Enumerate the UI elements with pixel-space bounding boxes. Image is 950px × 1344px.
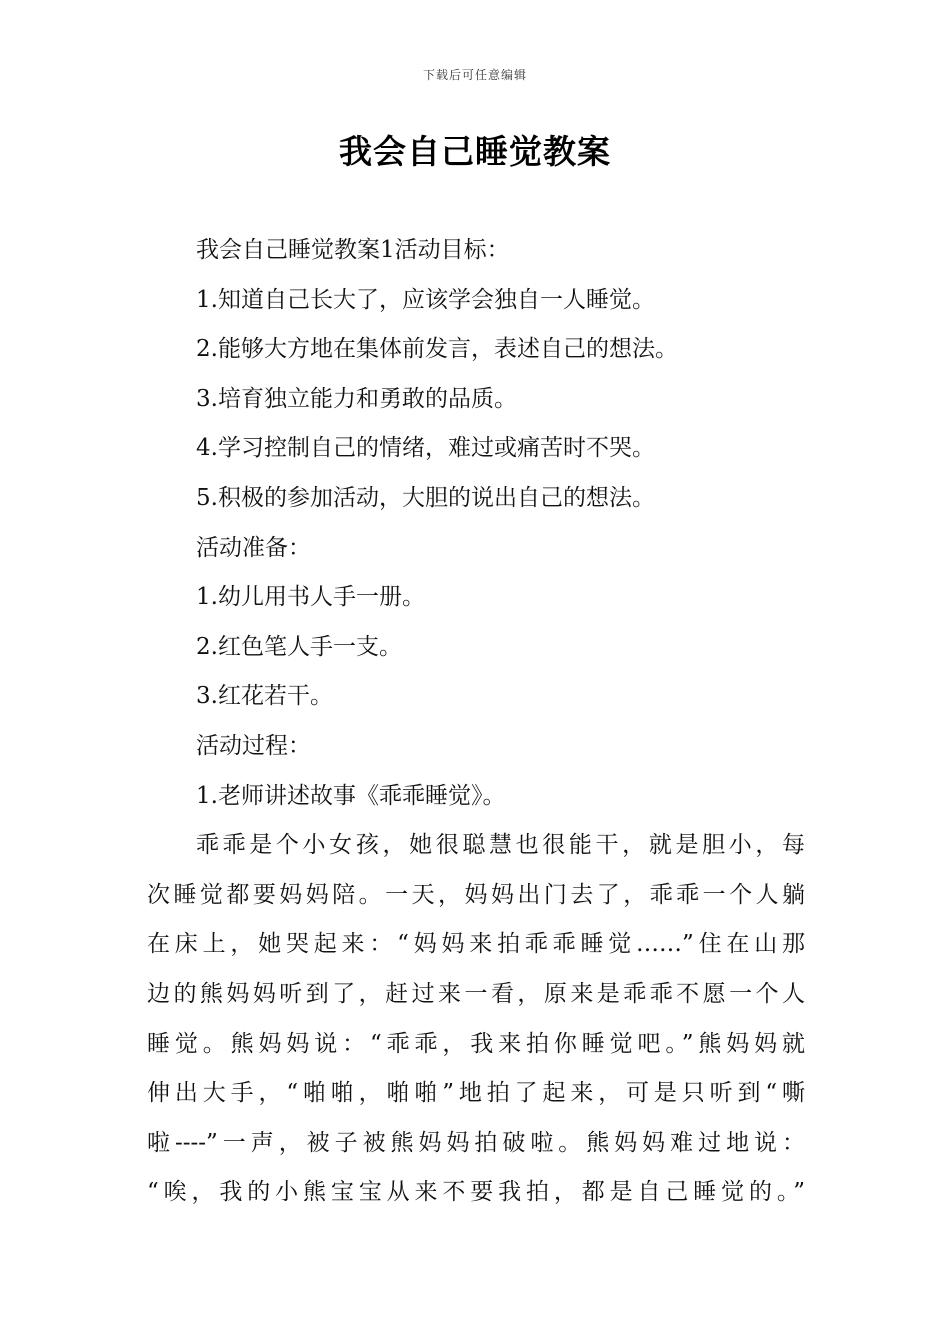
- story-paragraph: [147, 821, 805, 1218]
- story-line: 边的熊妈妈听到了，赶过来一看，原来是乖乖不愿一个人: [147, 980, 805, 1007]
- story-line: 啦----”一声，被子被熊妈妈拍破啦。熊妈妈难过地说：: [147, 1129, 805, 1156]
- story-line: “唉，我的小熊宝宝从来不要我拍，都是自己睡觉的。”: [147, 1179, 805, 1206]
- story-line: 睡觉。熊妈妈说：“乖乖，我来拍你睡觉吧。”熊妈妈就: [147, 1030, 805, 1057]
- story-line: 在床上，她哭起来：“妈妈来拍乖乖睡觉……”住在山那: [147, 931, 805, 958]
- paragraph-process-heading: 活动过程：: [196, 732, 311, 759]
- document-body: [147, 226, 805, 1218]
- story-line: 次睡觉都要妈妈陪。一天，妈妈出门去了，乖乖一个人躺: [147, 881, 805, 908]
- paragraph-objectives-heading: 我会自己睡觉教案1活动目标：: [196, 237, 510, 263]
- story-line: 乖乖是个小女孩，她很聪慧也很能干，就是胆小，每: [196, 832, 805, 859]
- paragraph-preparation-1: 1.幼儿用书人手一册。: [196, 584, 425, 611]
- paragraph-process-1: 1.老师讲述故事《乖乖睡觉》。: [196, 782, 506, 809]
- paragraph-objective-1: 1.知道自己长大了，应该学会独自一人睡觉。: [196, 286, 655, 313]
- story-line: 伸出大手，“啪啪，啪啪”地拍了起来，可是只听到“嘶: [147, 1080, 805, 1107]
- paragraph-preparation-2: 2.红色笔人手一支。: [196, 633, 402, 660]
- document-title: 我会自己睡觉教案: [339, 132, 611, 171]
- header-note: 下载后可任意编辑: [422, 68, 527, 82]
- paragraph-objective-3: 3.培育独立能力和勇敢的品质。: [196, 385, 517, 412]
- paragraph-objective-4: 4.学习控制自己的情绪，难过或痛苦时不哭。: [196, 435, 655, 462]
- paragraph-objective-2: 2.能够大方地在集体前发言，表述自己的想法。: [196, 336, 678, 363]
- paragraph-preparation-3: 3.红花若干。: [196, 683, 333, 710]
- paragraph-preparation-heading: 活动准备：: [196, 534, 311, 561]
- paragraph-objective-5: 5.积极的参加活动，大胆的说出自己的想法。: [196, 484, 655, 511]
